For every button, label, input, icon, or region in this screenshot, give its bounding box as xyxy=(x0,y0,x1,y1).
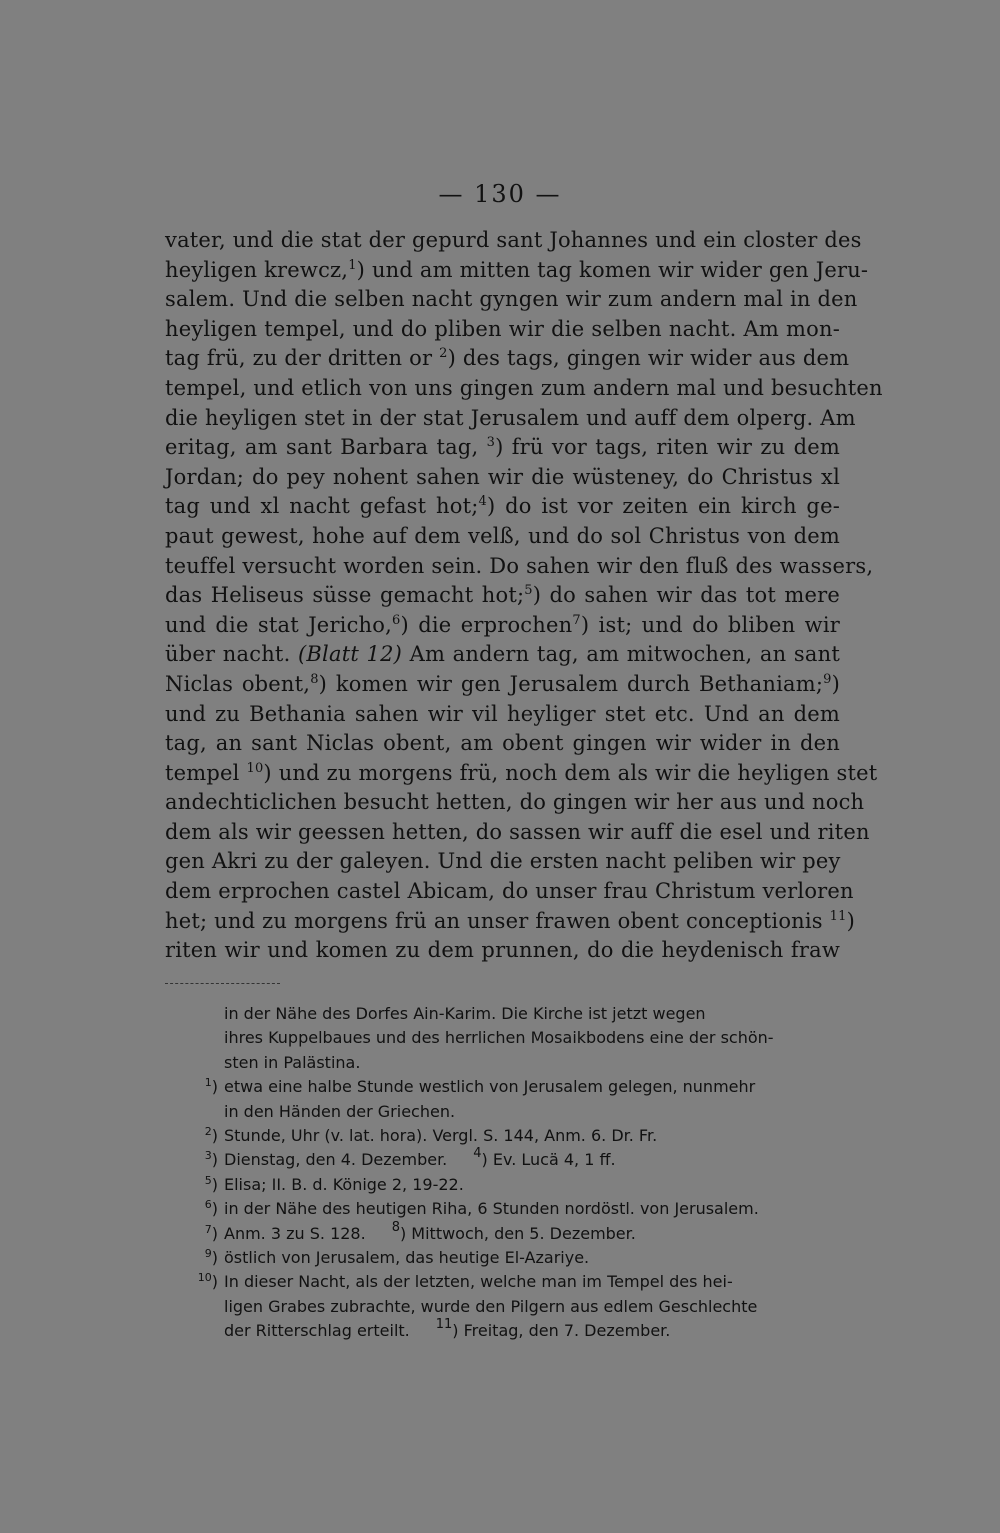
text-line: Niclas obent,$^8$) komen wir gen Jerusalem durch Bethaniam;$^9$) xyxy=(165,671,841,696)
footnote: $^9$) östlich von Jerusalem, das heutige El-Azariye. xyxy=(204,1247,590,1268)
footnote-mark: 10 xyxy=(197,1271,212,1285)
note-ref: 8 xyxy=(310,671,319,687)
text-line: vater, und die stat der gepurd sant Johannes und ein closter des xyxy=(165,228,862,252)
footnote-separator xyxy=(165,983,280,984)
note-ref: 7 xyxy=(572,612,581,628)
text-line: teuffel versucht worden sein. Do sahen wir den fluß des wassers, xyxy=(165,553,874,578)
footnote: $^{10}$) In dieser Nacht, als der letzten, welche man im Tempel des hei- xyxy=(197,1271,733,1292)
footnote: $^7$) Anm. 3 zu S. 128. $^8$) Mittwoch, den 5. Dezember. xyxy=(204,1219,636,1243)
text-line: tag und xl nacht gefast hot;$^4$) do ist vor zeiten ein kirch ge- xyxy=(165,494,840,519)
text-line: die heyligen stet in der stat Jerusalem und auff dem olperg. Am xyxy=(165,405,856,430)
footnote-mark: 8 xyxy=(391,1219,400,1235)
footnote: $^6$) in der Nähe des heutigen Riha, 6 Stunden nordöstl. von Jerusalem. xyxy=(204,1198,759,1219)
note-ref: 6 xyxy=(392,612,401,628)
text-line: heyligen krewcz,$^1$) und am mitten tag komen wir wider gen Jeru- xyxy=(165,257,869,282)
footnote: $^1$) etwa eine halbe Stunde westlich von Jerusalem gelegen, nunmehr xyxy=(204,1076,756,1097)
footnote: $^3$) Dienstag, den 4. Dezember. $^4$) Ev. Lucä 4, 1 ff. xyxy=(204,1146,616,1170)
text-line: tag frü, zu der dritten or $^2$) des tags, gingen wir wider aus dem xyxy=(165,346,850,371)
text-line: dem erprochen castel Abicam, do unser frau Christum verloren xyxy=(165,879,854,904)
footnote-mark: 5 xyxy=(204,1173,212,1187)
text-line: und die stat Jericho,$^6$) die erprochen$^7$) ist; und do bliben wir xyxy=(165,612,840,637)
footnote-mark: 6 xyxy=(204,1198,212,1212)
footnote-mark: 4 xyxy=(473,1146,482,1162)
footnote-mark: 11 xyxy=(435,1317,453,1333)
note-ref: 1 xyxy=(348,257,357,273)
text-line: dem als wir geessen hetten, do sassen wir auff die esel und riten xyxy=(165,819,870,844)
main-text xyxy=(165,226,883,966)
footnotes xyxy=(190,1002,840,1344)
text-line: paut gewest, hohe auf dem velß, und do sol Christus von dem xyxy=(165,523,840,548)
footnote-line: ligen Grabes zubrachte, wurde den Pilgern aus edlem Geschlechte xyxy=(224,1296,758,1316)
footnote-mark: 3 xyxy=(204,1149,212,1163)
text-line: salem. Und die selben nacht gyngen wir zum andern mal in den xyxy=(165,287,858,312)
note-ref: 4 xyxy=(478,494,487,510)
footnote-mark: 9 xyxy=(204,1247,212,1261)
footnote-line: sten in Palästina. xyxy=(224,1052,361,1072)
footnote-line: in den Händen der Griechen. xyxy=(224,1101,456,1121)
text-line: und zu Bethania sahen wir vil heyliger stet etc. Und an dem xyxy=(165,701,840,726)
text-line: eritag, am sant Barbara tag, $^3$) frü vor tags, riten wir zu dem xyxy=(165,435,840,460)
footnote-line: ihres Kuppelbaues und des herrlichen Mosaikbodens eine der schön- xyxy=(224,1028,774,1048)
footnote-line: in der Nähe des Dorfes Ain-Karim. Die Kirche ist jetzt wegen xyxy=(224,1004,706,1023)
footnote-mark: 1 xyxy=(204,1076,212,1090)
footnote-line: der Ritterschlag erteilt. $^{11}$) Freitag, den 7. Dezember. xyxy=(224,1317,671,1341)
note-ref: 5 xyxy=(524,583,533,599)
text-line: tempel, und etlich von uns gingen zum andern mal und besuchten xyxy=(165,375,883,400)
note-ref: 3 xyxy=(486,435,496,451)
footnote: $^5$) Elisa; II. B. d. Könige 2, 19-22. xyxy=(204,1173,464,1194)
note-ref: 10 xyxy=(246,760,264,776)
text-line: tempel $^{10}$) und zu morgens frü, noch dem als wir die heyligen stet xyxy=(165,760,878,785)
text-line: andechticlichen besucht hetten, do gingen wir her aus und noch xyxy=(165,790,865,815)
text-line: tag, an sant Niclas obent, am obent gingen wir wider in den xyxy=(165,731,840,756)
folio-marker: (Blatt 12) xyxy=(298,642,403,667)
page-number: — 130 — xyxy=(438,180,562,208)
text-line: gen Akri zu der galeyen. Und die ersten nacht peliben wir pey xyxy=(165,849,841,874)
text-line: über nacht. (Blatt 12) Am andern tag, am mitwochen, an sant xyxy=(165,642,840,667)
footnote: $^2$) Stunde, Uhr (v. lat. hora). Vergl. S. 144, Anm. 6. Dr. Fr. xyxy=(204,1125,658,1146)
note-ref: 2 xyxy=(439,346,448,362)
footnote-mark: 2 xyxy=(204,1125,212,1139)
text-line: het; und zu morgens frü an unser frawen obent conceptionis $^{11}$) xyxy=(165,908,856,933)
text-line: das Heliseus süsse gemacht hot;$^5$) do sahen wir das tot mere xyxy=(165,583,840,608)
text-line: heyligen tempel, und do pliben wir die selben nacht. Am mon- xyxy=(165,316,840,341)
footnote-mark: 7 xyxy=(204,1222,212,1236)
text-line: Jordan; do pey nohent sahen wir die wüsteney, do Christus xl xyxy=(165,464,840,489)
note-ref: 9 xyxy=(823,671,832,687)
note-ref: 11 xyxy=(829,908,847,924)
text-line: riten wir und komen zu dem prunnen, do die heydenisch fraw xyxy=(165,938,840,963)
